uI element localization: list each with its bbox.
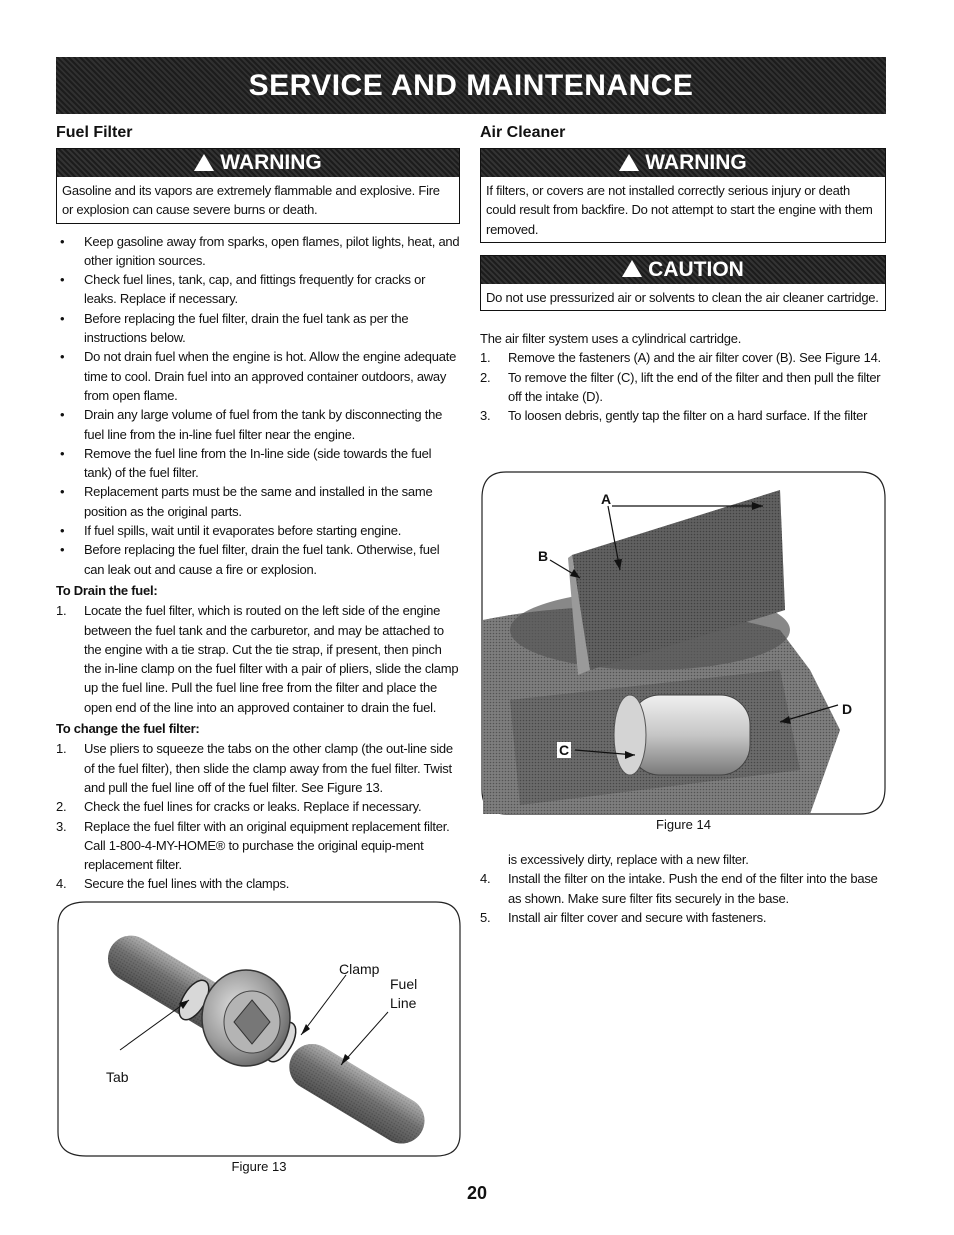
list-item: 1. Use pliers to squeeze the tabs on the other clamp (the out-line side of the fuel filter), then slide the clamp away from the fuel filter. Twist and pull the fuel line off of the fuel filter. See Figure 13. [56,741,453,795]
fuel-warning-box [56,148,460,224]
list-item: 3. Replace the fuel filter with an original equipment replacement filter. Call 1-800-4-MY-HOME® to purchase the original equip-ment replacement filter. [56,818,450,873]
list-item: 4. Install the filter on the intake. Push the end of the filter into the base as shown. Make sure filter fits securely in the base. [480,871,878,906]
caution-triangle-icon [622,260,642,277]
figure-13-caption: Figure 13 [231,1159,287,1174]
figure-14-caption: Figure 14 [656,817,711,832]
clamp-label: Clamp [339,961,380,977]
warning-triangle-icon [619,154,639,171]
air-steps-bottom [480,869,886,927]
list-item: • Do not drain fuel when the engine is hot. Allow the engine adequate time to cool. Drain fuel into an approved container outdoors, away from open flame. [56,347,460,405]
list-item: • Drain any large volume of fuel from the tank by disconnecting the fuel line from the in-line fuel filter near the engine. [56,405,460,444]
warning-text: If filters, or covers are not installed correctly serious injury or death could result from backfire. Do not attempt to start the engine with them removed. [486,183,873,237]
warning-text: Gasoline and its vapors are extremely flammable and explosive. Fire or explosion can cause severe burns or death. [62,183,440,218]
list-item: 1. Remove the fasteners (A) and the air filter cover (B). See Figure 14. [480,350,881,366]
air-cleaner-continuation [480,850,886,927]
list-item: • Keep gasoline away from sparks, open flames, pilot lights, heat, and other ignition sources. [56,232,460,271]
safety-bullet-list [56,232,460,579]
list-item: 5. Install air filter cover and secure with fasteners. [480,909,767,925]
label-a: A [601,491,612,507]
list-item: • If fuel spills, wait until it evaporates before starting engine. [56,521,460,540]
page-number: 20 [466,1183,488,1203]
list-item: 1. Locate the fuel filter, which is routed on the left side of the engine between the fuel tank and the carburetor, and may be attached to the engine with a tie strap. Cut the tie strap, if present, then pinch the in-line clamp on the fuel filter with a pair of pliers, slide the clamp up the fuel line. Pull the fuel line free from the filter and place the open end of the line into an approved container to drain the fuel. [56,603,459,715]
air-cleaner-title: Air Cleaner [480,124,566,141]
air-cleaner-column [480,124,886,426]
air-cleaner-illustration [480,470,887,816]
figure-13-frame [56,900,462,1158]
warning-triangle-icon [194,154,214,171]
change-filter-heading: To change the fuel filter: [56,721,200,737]
list-item: • Check fuel lines, tank, cap, and fittings frequently for cracks or leaks. Replace if necessary. [56,270,460,309]
figure-14-frame [480,470,887,816]
drain-fuel-heading: To Drain the fuel: [56,582,158,598]
banner-title: SERVICE AND MAINTENANCE [248,68,694,102]
caution-heading: CAUTION [648,257,744,281]
list-item: • Before replacing the fuel filter, drain the fuel tank as per the instructions below. [56,309,460,348]
continuation-text: is excessively dirty, replace with a new filter. [508,852,749,867]
change-steps [56,739,460,893]
list-item: • Before replacing the fuel filter, drain the fuel tank. Otherwise, fuel can leak out and cause a fire or explosion. [56,540,460,579]
list-item: • Remove the fuel line from the In-line side (side towards the fuel tank) of the fuel filter. [56,444,460,483]
air-warning-box [480,148,886,243]
warning-heading: WARNING [220,151,322,174]
fuel-filter-title: Fuel Filter [56,124,133,141]
section-banner [56,57,886,114]
tab-label: Tab [106,1069,129,1085]
caution-text: Do not use pressurized air or solvents to clean the air cleaner cartridge. [486,289,879,305]
list-item: 3. To loosen debris, gently tap the filter on a hard surface. If the filter [480,408,868,424]
caution-box [480,255,886,311]
label-d: D [842,701,853,717]
fuel-label: Fuel [390,976,418,992]
list-item: 4. Secure the fuel lines with the clamps. [56,876,290,892]
air-intro: The air filter system uses a cylindrical cartridge. [480,331,742,347]
air-steps-top [480,348,886,425]
label-b: B [538,548,549,564]
list-item: • Replacement parts must be the same and installed in the same position as the original parts. [56,482,460,521]
fuel-filter-illustration [56,900,462,1158]
list-item: 2. Check the fuel lines for cracks or leaks. Replace if necessary. [56,799,422,815]
line-label: Line [390,995,417,1011]
warning-heading: WARNING [645,151,747,174]
fuel-filter-column [56,124,460,894]
drain-steps [56,601,460,717]
label-c: C [559,742,570,758]
list-item: 2. To remove the filter (C), lift the end of the filter and then pull the filter off the intake (D). [480,369,881,405]
